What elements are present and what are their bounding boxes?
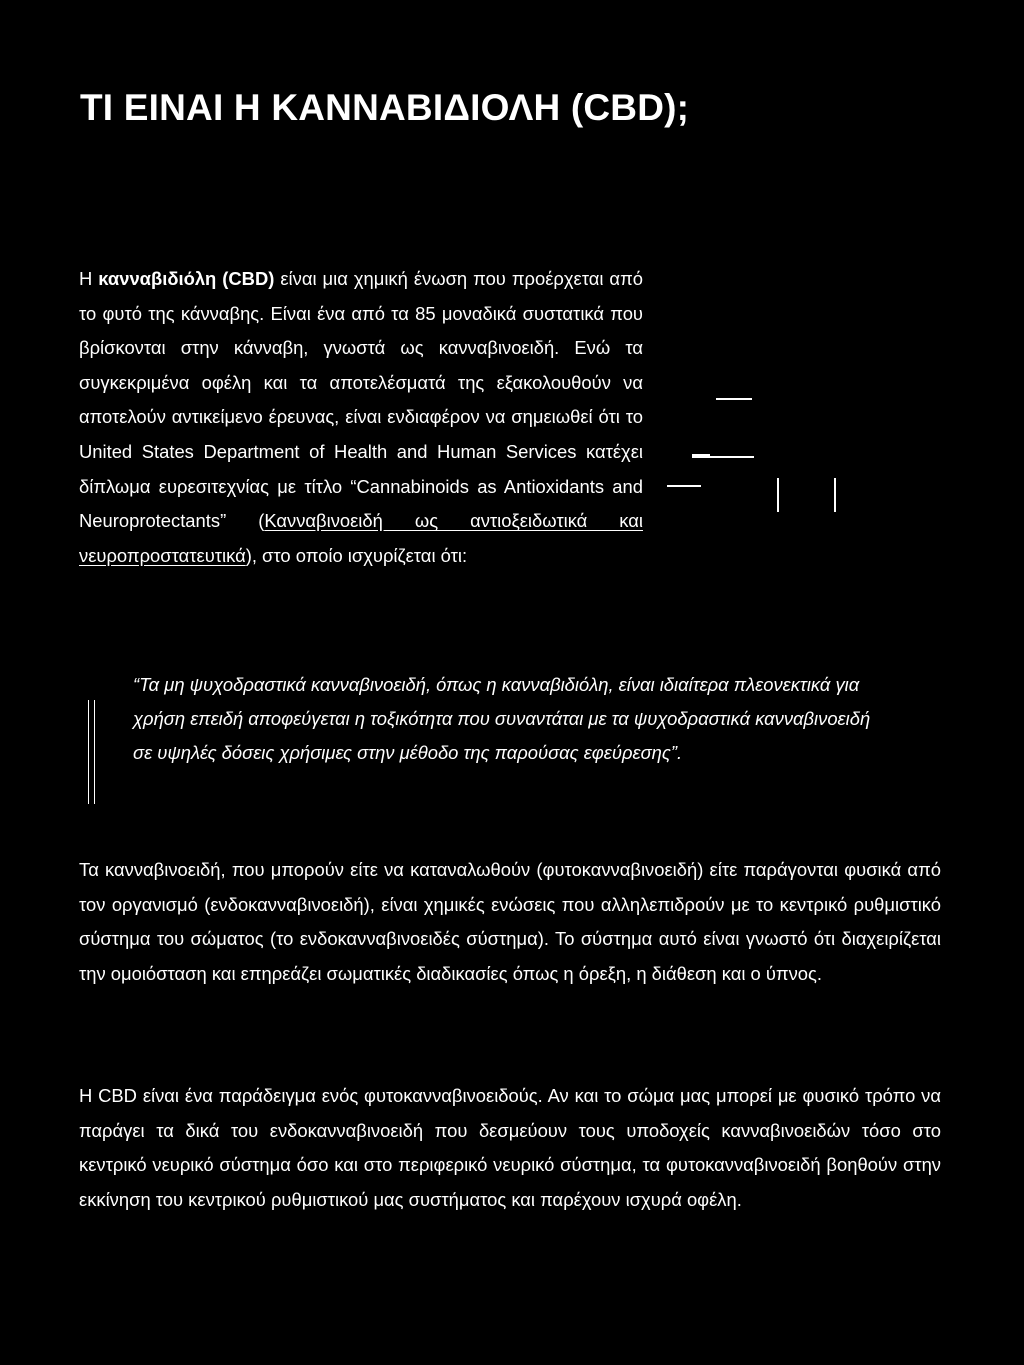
intro-suffix: ), στο οποίο ισχυρίζεται ότι: <box>245 544 468 566</box>
intro-text: είναι μια χημική ένωση που προέρχεται από το φυτό της κάνναβης. Είναι ένα από τα 85 μοναδικά συστατικά που βρίσκονται στην κάνναβη, γνωστά ως κανναβινοειδή. Ενώ τα συγκεκριμένα οφέλη και τα αποτελέσματά της εξακολουθούν να αποτελούν αντικείμενο έρευνας, είναι ενδιαφέρον να σημειωθεί ότι το United States Department of Health and Human Services κατέχει δίπλωμα ευρεσιτεχνίας με τίτλο “Cannabinoids as Antioxidants and Neuroprotectants” ( <box>79 268 643 532</box>
decor-line <box>692 454 710 458</box>
decor-line <box>667 485 701 487</box>
intro-prefix: Η <box>79 268 99 289</box>
decor-line <box>834 478 836 512</box>
decor-line <box>777 478 779 512</box>
cbd-phytocannabinoid-paragraph: Η CBD είναι ένα παράδειγμα ενός φυτοκανναβινοειδούς. Αν και το σώμα μας μπορεί με φυσικό τρόπο να παράγει τα δικά του ενδοκανναβινοειδή που δεσμεύουν τους υποδοχείς κανναβινοειδών τόσο στο κεντρικό νευρικό σύστημα όσο και στο περιφερικό νευρικό σύστημα, τα φυτοκανναβινοειδή βοηθούν στην εκκίνηση του κεντρικού ρυθμιστικού μας συστήματος και παρέχουν ισχυρά οφέλη. <box>79 1085 941 1210</box>
intro-paragraph <box>79 262 643 573</box>
cbd-term: κανναβιδιόλη (CBD) <box>98 268 275 289</box>
blockquote-bar <box>88 700 95 804</box>
patent-quote: “Τα μη ψυχοδραστικά κανναβινοειδή, όπως η κανναβιδιόλη, είναι ιδιαίτερα πλεονεκτικά για χρήση επειδή αποφεύγεται η τοξικότητα που συναντάται με τα ψυχοδραστικά κανναβινοειδή σε υψηλές δόσεις χρήσιμες στην μέθοδο της παρούσας εφεύρεσης”. <box>133 674 871 764</box>
cannabinoids-paragraph: Τα κανναβινοειδή, που μπορούν είτε να καταναλωθούν (φυτοκανναβινοειδή) είτε παράγονται φυσικά από τον οργανισμό (ενδοκανναβινοειδή), είναι χημικές ενώσεις που αλληλεπιδρούν με το κεντρικό ρυθμιστικό σύστημα του σώματος (το ενδοκανναβινοειδές σύστημα). Το σύστημα αυτό είναι γνωστό ότι διαχειρίζεται την ομοιόσταση και επηρεάζει σωματικές διαδικασίες όπως η όρεξη, η διάθεση και ο ύπνος. <box>79 859 941 984</box>
page-title: ΤΙ ΕΙΝΑΙ Η ΚΑΝΝΑΒΙΔΙΟΛΗ (CBD); <box>80 87 690 128</box>
decor-line <box>716 398 752 400</box>
patent-translation-link[interactable]: Κανναβινοειδή ως αντιοξειδωτικά και νευροπροστατευτικά <box>79 510 643 566</box>
